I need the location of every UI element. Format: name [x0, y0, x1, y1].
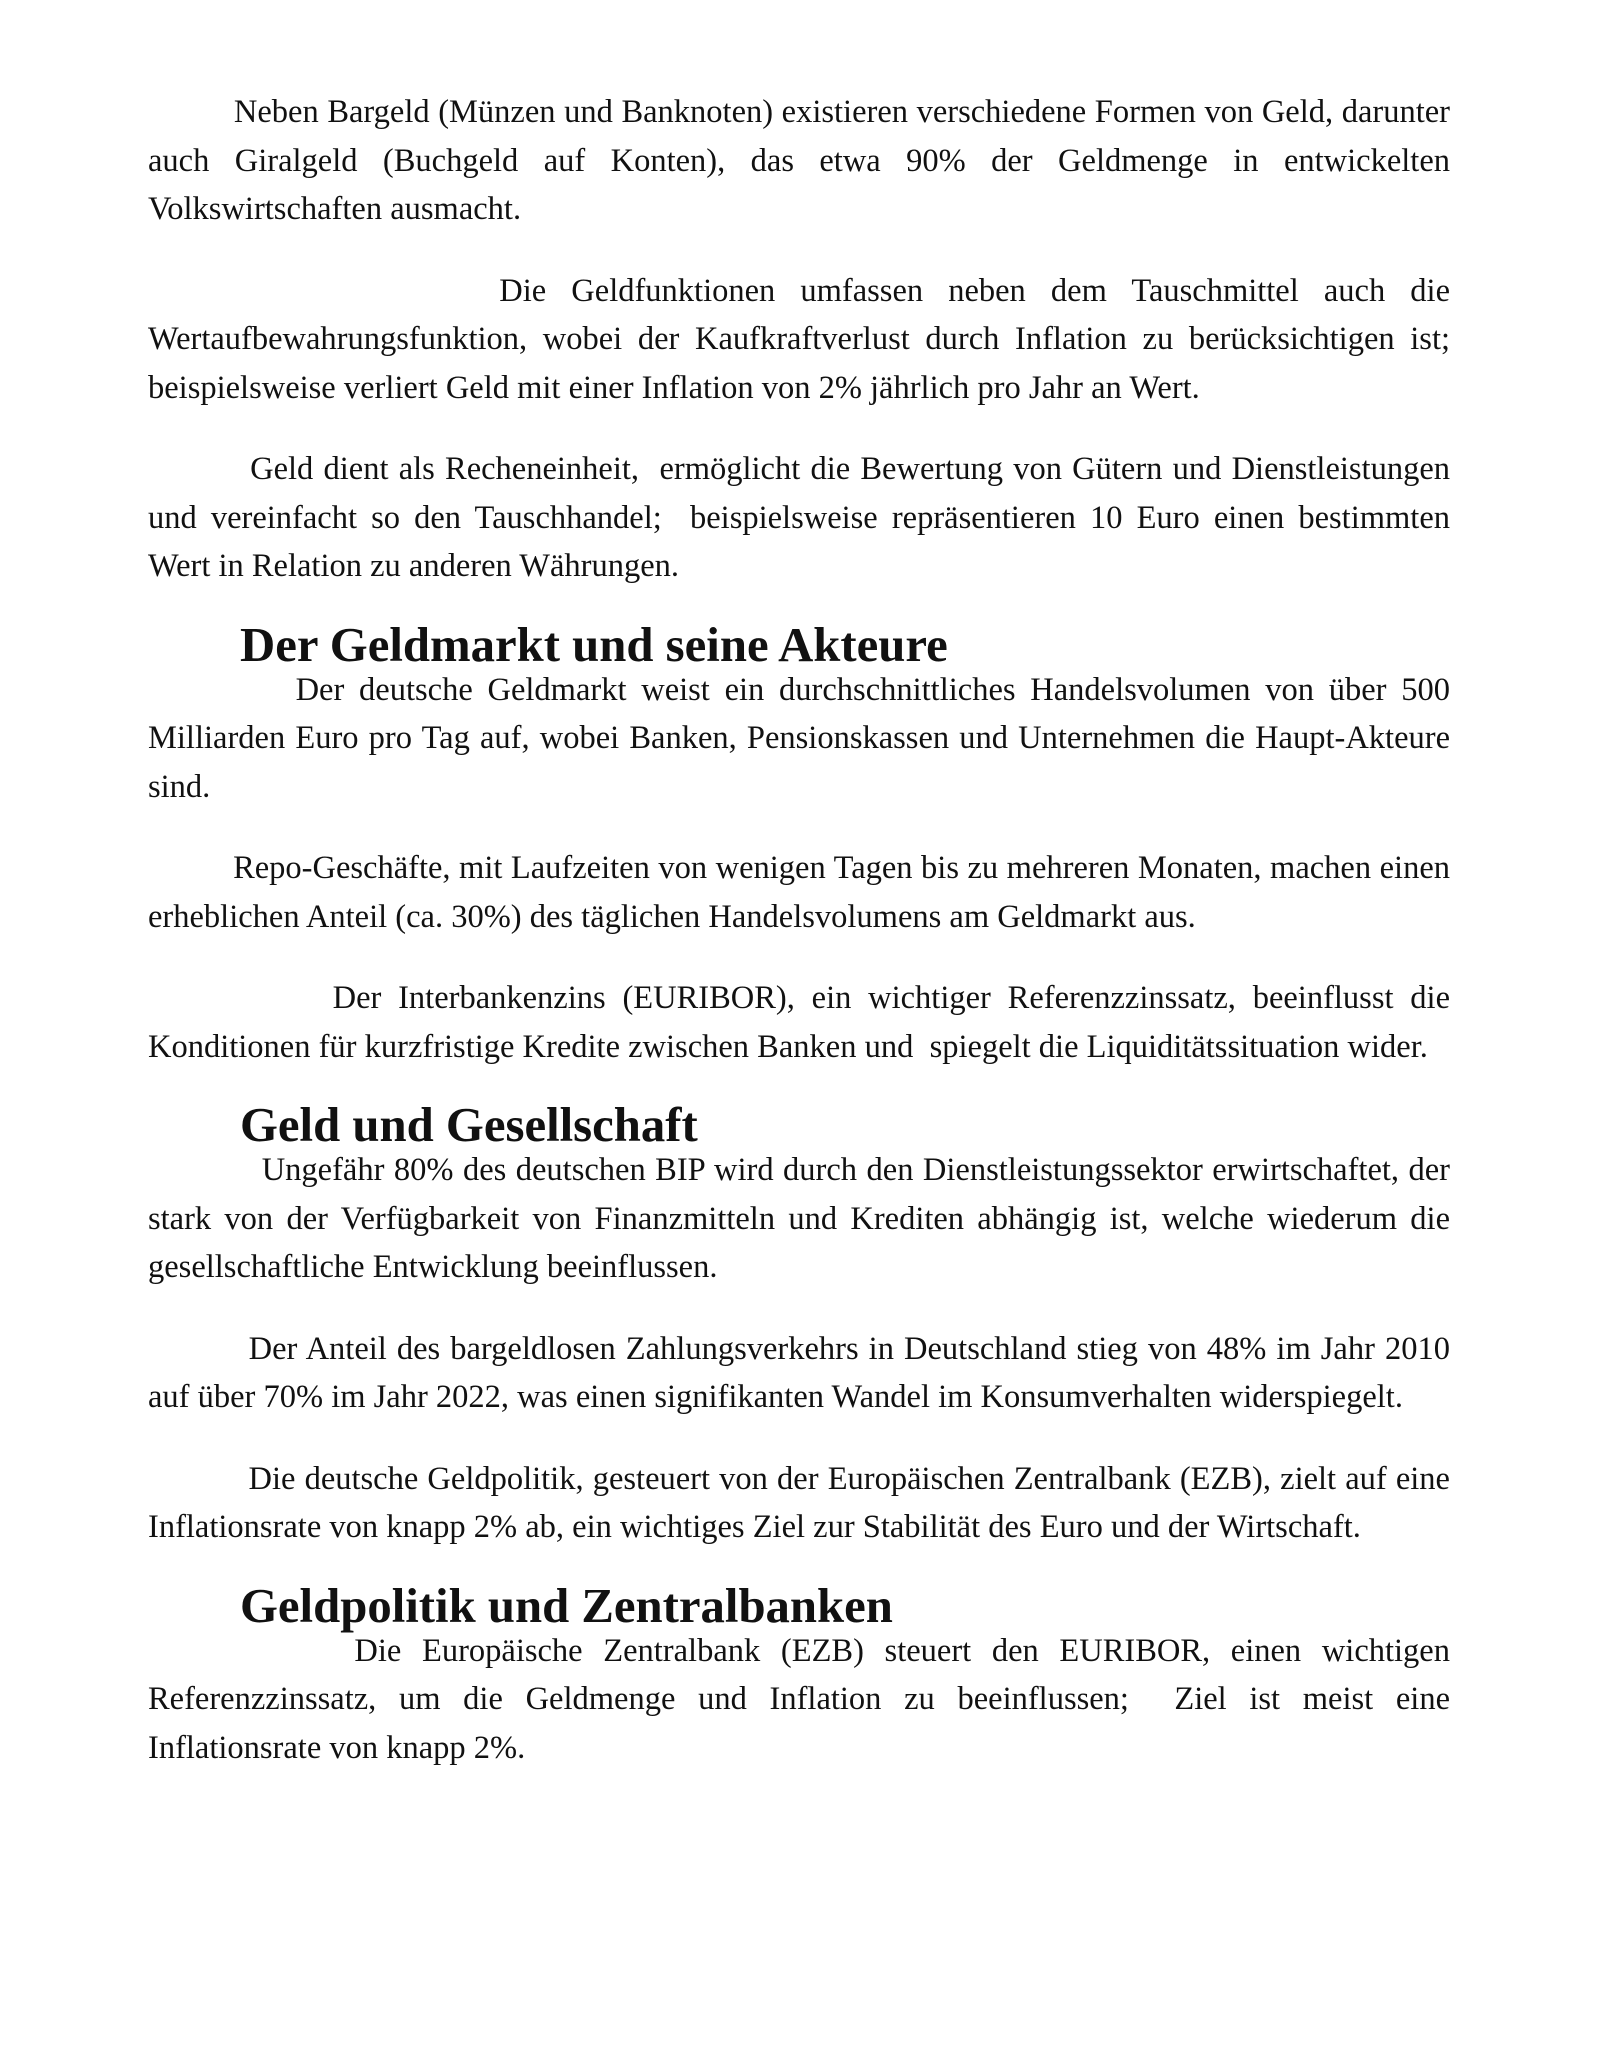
- paragraph-repo-geschaefte: Repo-Geschäfte, mit Laufzeiten von wenigen Tagen bis zu mehreren Monaten, machen einen erheblichen Anteil (ca. 30%) des täglichen Handelsvolumens am Geldmarkt aus.: [148, 850, 1459, 935]
- document-page: [148, 88, 1467, 1805]
- paragraph-bargeld: Neben Bargeld (Münzen und Banknoten) existieren verschiedene Formen von Geld, darunter auch Giralgeld (Buchgeld auf Konten), das etwa 90% der Geldmenge in entwickelten Volkswirtschaften ausmacht.: [148, 94, 1459, 227]
- heading-geld-gesellschaft: Geld und Gesellschaft: [240, 1098, 698, 1152]
- paragraph-recheneinheit: Geld dient als Recheneinheit, ermöglicht die Bewertung von Gütern und Dienstleistungen und vereinfacht so den Tauschhandel; beispielsweise repräsentieren 10 Euro einen bestimmten Wert in Relation zu anderen Währungen.: [148, 451, 1459, 584]
- paragraph-bip: Ungefähr 80% des deutschen BIP wird durch den Dienstleistungssektor erwirtschaftet, der stark von der Verfügbarkeit von Finanzmitteln und Krediten abhängig ist, welche wiederum die gesellschaftliche Entwicklung beeinflussen.: [148, 1152, 1459, 1285]
- heading-zentralbanken: Geldpolitik und Zentralbanken: [240, 1578, 893, 1633]
- paragraph-ezb: Die Europäische Zentralbank (EZB) steuert den EURIBOR, einen wichtigen Referenzzinssatz, um die Geldmenge und Inflation zu beeinflussen; Ziel ist meist eine Inflationsrate von knapp 2%.: [148, 1632, 1459, 1766]
- heading-geldmarkt: Der Geldmarkt und seine Akteure: [240, 617, 948, 672]
- paragraph-bargeldlos: Der Anteil des bargeldlosen Zahlungsverkehrs in Deutschland stieg von 48% im Jahr 2010 auf über 70% im Jahr 2022, was einen signifikanten Wandel im Konsumverhalten widerspiegelt.: [148, 1330, 1459, 1415]
- paragraph-geldpolitik: Die deutsche Geldpolitik, gesteuert von der Europäischen Zentralbank (EZB), zielt auf eine Inflationsrate von knapp 2% ab, ein wichtiges Ziel zur Stabilität des Euro und der Wirtschaft.: [148, 1460, 1459, 1545]
- paragraph-handelsvolumen: Der deutsche Geldmarkt weist ein durchschnittliches Handelsvolumen von über 500 Milliarden Euro pro Tag auf, wobei Banken, Pensionskassen und Unternehmen die Haupt-Akteure sind.: [148, 671, 1459, 805]
- paragraph-interbankenzins: Der Interbankenzins (EURIBOR), ein wichtiger Referenzzinssatz, beeinflusst die Konditionen für kurzfristige Kredite zwischen Banken und spiegelt die Liquiditätssituation wider.: [148, 980, 1459, 1065]
- paragraph-geldfunktionen: Die Geldfunktionen umfassen neben dem Tauschmittel auch die Wertaufbewahrungsfunktion, wobei der Kaufkraftverlust durch Inflation zu berücksichtigen ist; beispielsweise verliert Geld mit einer Inflation von 2% jährlich pro Jahr an Wert.: [148, 272, 1467, 406]
